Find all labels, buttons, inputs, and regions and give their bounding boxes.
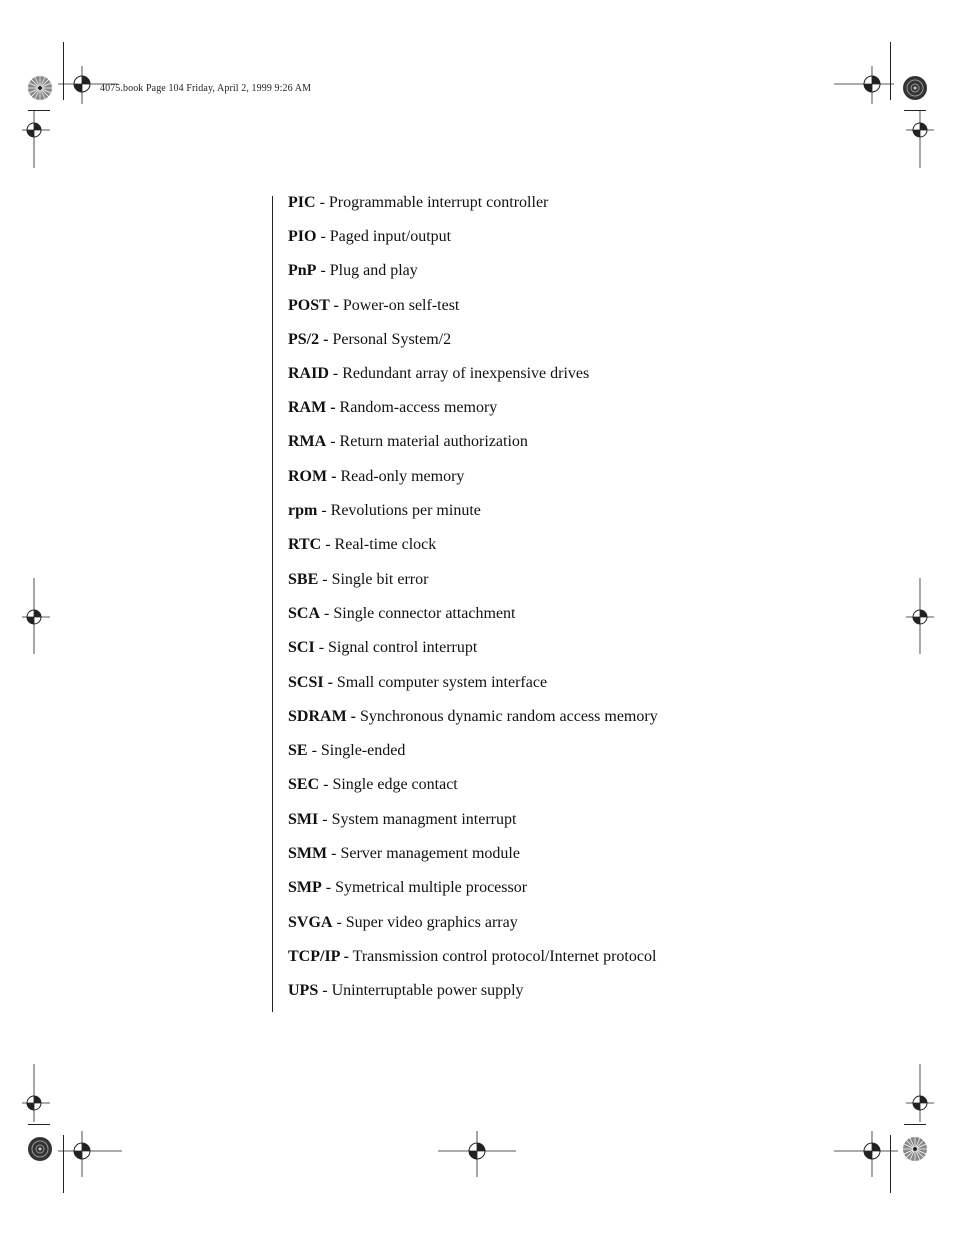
glossary-term: RMA (288, 433, 327, 450)
crosshair-registration-icon (20, 110, 54, 170)
list-item (288, 261, 418, 281)
list-item (288, 296, 459, 316)
margin-rule (272, 196, 273, 1012)
glossary-term: SEC (288, 776, 320, 793)
glossary-term: SCI (288, 639, 315, 656)
glossary-term: UPS (288, 982, 319, 999)
list-item (288, 364, 589, 384)
glossary-term: PIO (288, 228, 317, 245)
glossary-term: SVGA (288, 914, 333, 931)
glossary-definition: Synchronous dynamic random access memory (360, 708, 658, 725)
glossary-definition: Signal control interrupt (328, 639, 478, 656)
list-item (288, 604, 516, 624)
glossary-definition: Paged input/output (329, 228, 452, 245)
list-item (288, 193, 548, 213)
glossary-definition: Programmable interrupt controller (328, 194, 549, 211)
glossary-term: SDRAM - (288, 708, 356, 725)
list-item (288, 673, 547, 693)
glossary-term: RAID (288, 365, 329, 382)
crosshair-registration-icon (438, 1125, 516, 1179)
glossary-term: SCSI - (288, 674, 333, 691)
glossary-definition: System managment interrupt (331, 811, 517, 828)
glossary-separator: - (332, 914, 346, 931)
glossary-definition: Power-on self-test (342, 297, 460, 314)
list-item (288, 501, 481, 521)
glossary-term: SE (288, 742, 308, 759)
list-item (288, 638, 477, 658)
list-item (288, 570, 428, 590)
glossary-separator: - (317, 502, 331, 519)
glossary-definition: Single connector attachment (333, 605, 516, 622)
crosshair-registration-icon (20, 1064, 54, 1124)
print-info-header: 4075.book Page 104 Friday, April 2, 1999 9:26 AM (100, 83, 312, 94)
crop-mark (904, 1124, 926, 1125)
list-item (288, 913, 518, 933)
list-item (288, 330, 451, 350)
glossary-definition: Super video graphics array (345, 914, 518, 931)
glossary-definition: Transmission control protocol/Internet protocol (352, 948, 657, 965)
glossary-term: RTC (288, 536, 322, 553)
list-item (288, 810, 516, 830)
glossary-definition: Single bit error (331, 571, 429, 588)
glossary-definition: Small computer system interface (336, 674, 548, 691)
glossary-separator: - (315, 194, 329, 211)
list-item (288, 878, 527, 898)
glossary-term: TCP/IP - (288, 948, 349, 965)
list-item (288, 981, 524, 1001)
glossary-definition: Real-time clock (334, 536, 437, 553)
list-item (288, 844, 520, 864)
glossary-definition: Return material authorization (339, 433, 528, 450)
glossary-separator: - (326, 433, 340, 450)
glossary-term: RAM - (288, 399, 336, 416)
glossary-definition: Personal System/2 (332, 331, 452, 348)
list-item (288, 707, 658, 727)
glossary-definition: Single edge contact (332, 776, 458, 793)
list-item (288, 775, 458, 795)
glossary-definition: Single-ended (320, 742, 406, 759)
list-item (288, 432, 528, 452)
list-item (288, 741, 405, 761)
list-item (288, 467, 464, 487)
starburst-registration-icon (27, 1136, 53, 1162)
glossary-separator: - (318, 811, 332, 828)
glossary-definition: Uninterruptable power supply (331, 982, 524, 999)
glossary-term: rpm (288, 502, 318, 519)
crosshair-registration-icon (20, 578, 54, 656)
glossary-separator: - (318, 571, 332, 588)
list-item (288, 398, 497, 418)
glossary-separator: - (321, 536, 335, 553)
crosshair-registration-icon (902, 1064, 936, 1124)
glossary-definition: Read-only memory (340, 468, 465, 485)
glossary-definition: Server management module (340, 845, 520, 862)
glossary-definition: Plug and play (329, 262, 418, 279)
glossary-separator: - (327, 845, 341, 862)
glossary-separator: - (319, 776, 333, 793)
crosshair-registration-icon (834, 1125, 898, 1179)
glossary-definition: Random-access memory (339, 399, 498, 416)
starburst-registration-icon (902, 75, 928, 101)
glossary-separator: - (318, 982, 332, 999)
crosshair-registration-icon (58, 1125, 122, 1179)
glossary-term: PnP (288, 262, 317, 279)
glossary-term: SMM (288, 845, 328, 862)
glossary-definition: Revolutions per minute (330, 502, 481, 519)
glossary-definition: Symetrical multiple processor (335, 879, 528, 896)
glossary-separator: - (320, 605, 334, 622)
glossary-term: SBE (288, 571, 319, 588)
list-item (288, 535, 436, 555)
glossary-term: PIC (288, 194, 316, 211)
glossary-separator: - (321, 879, 336, 896)
crosshair-registration-icon (58, 60, 118, 110)
starburst-registration-icon (902, 1136, 928, 1162)
glossary-term: SMP (288, 879, 322, 896)
glossary-definition: Redundant array of inexpensive drives (342, 365, 590, 382)
glossary-separator: - (316, 262, 330, 279)
crosshair-registration-icon (902, 110, 936, 170)
crosshair-registration-icon (834, 60, 894, 110)
crop-mark (28, 1124, 50, 1125)
glossary-separator: - (328, 365, 343, 382)
glossary-separator: - (307, 742, 321, 759)
glossary-separator: - (314, 639, 329, 656)
glossary-term: SCA (288, 605, 321, 622)
glossary-term: ROM - (288, 468, 337, 485)
list-item (288, 947, 656, 967)
list-item (288, 227, 451, 247)
glossary-term: POST - (288, 297, 339, 314)
glossary-separator: - (316, 228, 330, 245)
glossary-term: SMI (288, 811, 319, 828)
crosshair-registration-icon (902, 578, 936, 656)
starburst-registration-icon (27, 75, 53, 101)
glossary-term: PS/2 - (288, 331, 329, 348)
